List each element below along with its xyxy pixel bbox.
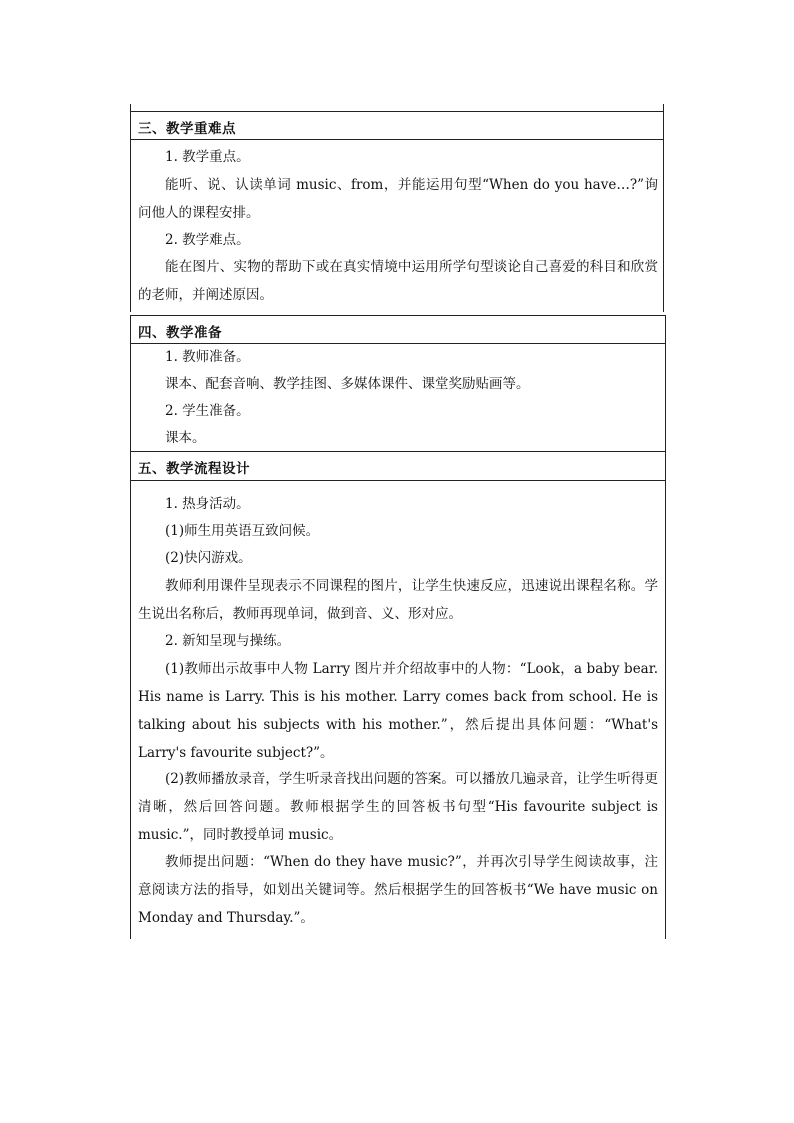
paragraph: 1. 教师准备。 (165, 349, 250, 365)
table-left-border (130, 315, 131, 939)
paragraph: 能听、说、认读单词 music、from，并能运用句型“When do you have…?”询问他人的课程安排。 (138, 177, 658, 221)
table-left-border (130, 104, 131, 312)
section-heading: 三、教学重难点 (138, 121, 236, 137)
paragraph: (2)快闪游戏。 (165, 550, 252, 566)
paragraph: 教师利用课件呈现表示不同课程的图片，让学生快速反应，迅速说出课程名称。学生说出名称后，教师再现单词，做到音、义、形对应。 (138, 578, 658, 622)
table-rule (130, 315, 666, 316)
paragraph: 1. 热身活动。 (165, 496, 250, 512)
paragraph: 能在图片、实物的帮助下或在真实情境中运用所学句型谈论自己喜爱的科目和欣赏的老师，并阐述原因。 (138, 259, 658, 303)
section-heading: 五、教学流程设计 (138, 461, 250, 477)
paragraph: 2. 新知呈现与操练。 (165, 633, 291, 649)
paragraph: (1)师生用英语互致问候。 (165, 523, 320, 539)
section-heading: 四、教学准备 (138, 325, 222, 341)
paragraph: 课本、配套音响、教学挂图、多媒体课件、课堂奖励贴画等。 (165, 376, 530, 392)
paragraph: 1. 教学重点。 (165, 149, 250, 165)
table-rule (130, 111, 664, 112)
table-right-border (663, 104, 664, 312)
table-rule (130, 480, 666, 481)
paragraph: (1)教师出示故事中人物 Larry 图片并介绍故事中的人物：“Look，a baby bear. His name is Larry. This is his mother. Larry comes back from school. He is talking about his subjects with his mother.”，然后提出具体问题：“What's Larry's favourite subject?”。 (138, 661, 658, 761)
paragraph: 课本。 (165, 430, 206, 446)
paragraph: 2. 教学难点。 (165, 232, 250, 248)
paragraph: (2)教师播放录音，学生听录音找出问题的答案。可以播放几遍录音，让学生听得更清晰，然后回答问题。教师根据学生的回答板书句型“His favourite subject is music.”，同时教授单词 music。 (138, 771, 658, 843)
paragraph: 2. 学生准备。 (165, 403, 250, 419)
table-right-border (665, 315, 666, 939)
paragraph: 教师提出问题：“When do they have music?”，并再次引导学生阅读故事，注意阅读方法的指导，如划出关键词等。然后根据学生的回答板书“We have music on Monday and Thursday.”。 (138, 854, 658, 926)
table-rule (130, 139, 664, 140)
